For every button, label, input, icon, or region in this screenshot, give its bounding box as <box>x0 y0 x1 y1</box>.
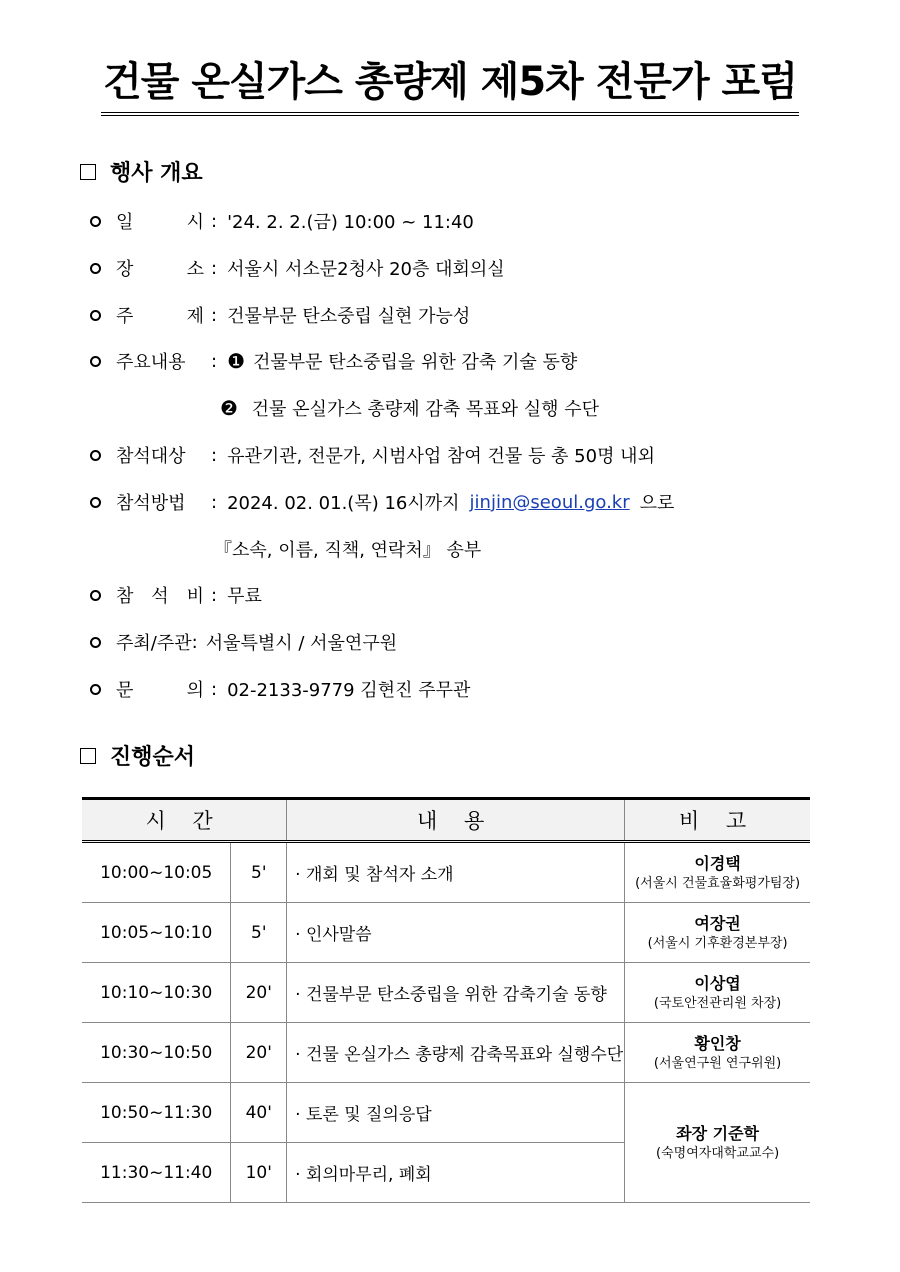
circle-bullet-icon <box>90 216 101 227</box>
header-time: 시 간 <box>82 799 287 842</box>
email-link[interactable]: jinjin@seoul.go.kr <box>469 491 630 513</box>
header-note: 비 고 <box>625 799 810 842</box>
colon: : <box>211 491 218 513</box>
item-label: 주최/주관 <box>116 633 192 654</box>
row-time: 10:30~10:50 <box>82 1023 231 1083</box>
row-content: · 토론 및 질의응답 <box>287 1083 625 1143</box>
row-time: 10:00~10:05 <box>82 842 231 903</box>
item-value: 유관기관, 전문가, 시범사업 참여 건물 등 총 50명 내외 <box>227 446 655 467</box>
note-org: (숙명여자대학교교수) <box>656 1145 780 1161</box>
row-content: · 개회 및 참석자 소개 <box>287 842 625 903</box>
item-label: 주 제 <box>116 306 204 327</box>
table-row <box>82 963 810 1023</box>
row-duration: 5' <box>231 842 287 903</box>
circle-bullet-icon <box>90 637 101 648</box>
colon: : <box>211 210 218 232</box>
circle-bullet-icon <box>90 497 101 508</box>
circle-bullet-icon <box>90 263 101 274</box>
checkbox-icon <box>80 748 96 764</box>
overview-item-main-content-2 <box>220 395 599 421</box>
overview-item-fee <box>90 582 262 608</box>
colon: : <box>211 444 218 466</box>
header-content: 내 용 <box>287 799 625 842</box>
overview-item-contact <box>90 676 470 702</box>
table-row <box>82 1023 810 1083</box>
note-name: 이상엽 <box>694 973 741 993</box>
item-value: 서울시 서소문2청사 20층 대회의실 <box>227 259 505 280</box>
row-time: 11:30~11:40 <box>82 1143 231 1203</box>
page-title: 건물 온실가스 총량제 제5차 전문가 포럼 <box>101 58 799 116</box>
overview-item-registration-2 <box>214 536 481 562</box>
row-note <box>625 903 810 963</box>
item-value: 건물부문 탄소중립을 위한 감축 기술 동향 <box>253 352 578 373</box>
row-content: · 인사말씀 <box>287 903 625 963</box>
note-org: (서울연구원 연구위원) <box>653 1055 782 1071</box>
item-value: 서울특별시 / 서울연구원 <box>205 633 398 654</box>
row-content: · 회의마무리, 폐회 <box>287 1143 625 1203</box>
colon: : <box>211 350 218 372</box>
circle-bullet-icon <box>90 450 101 461</box>
item-value: 건물 온실가스 총량제 감축 목표와 실행 수단 <box>251 399 599 420</box>
overview-item-registration <box>90 489 674 515</box>
item-value: 『소속, 이름, 직책, 연락처』 송부 <box>214 540 482 561</box>
note-org: (서울시 건물효율화평가팀장) <box>635 875 801 891</box>
overview-item-datetime <box>90 208 474 234</box>
overview-item-main-content <box>90 348 577 374</box>
table-row <box>82 1083 810 1143</box>
row-note <box>625 1083 810 1203</box>
circle-bullet-icon <box>90 590 101 601</box>
row-duration: 10' <box>231 1143 287 1203</box>
item-value: 으로 <box>639 493 675 514</box>
row-note <box>625 1023 810 1083</box>
table-row <box>82 842 810 903</box>
colon: : <box>191 631 198 653</box>
item-value: 2024. 02. 01.(목) 16시까지 <box>227 493 460 514</box>
row-time: 10:50~11:30 <box>82 1083 231 1143</box>
item-label: 주요내용 <box>116 352 186 373</box>
row-note <box>625 842 810 903</box>
overview-item-host <box>90 629 397 655</box>
section-overview-title: 행사 개요 <box>110 161 203 186</box>
row-note <box>625 963 810 1023</box>
item-label: 문 의 <box>116 680 204 701</box>
number-one-icon: ❶ <box>227 349 246 373</box>
row-time: 10:05~10:10 <box>82 903 231 963</box>
section-schedule-heading <box>80 740 195 771</box>
item-value: 02-2133-9779 김현진 주무관 <box>227 680 471 701</box>
checkbox-icon <box>80 164 96 180</box>
item-label: 참 석 비 <box>116 586 204 607</box>
item-label: 일 시 <box>116 212 204 233</box>
item-label: 참석대상 <box>116 446 186 467</box>
title-wrap <box>0 58 900 116</box>
note-org: (국토안전관리원 차장) <box>653 995 782 1011</box>
table-header-row <box>82 799 810 842</box>
note-name: 여장권 <box>694 913 741 933</box>
row-time: 10:10~10:30 <box>82 963 231 1023</box>
note-name: 이경택 <box>694 853 741 873</box>
row-content: · 건물 온실가스 총량제 감축목표와 실행수단 <box>287 1023 625 1083</box>
overview-item-venue <box>90 255 505 281</box>
item-value: 건물부문 탄소중립 실현 가능성 <box>227 306 471 327</box>
row-duration: 20' <box>231 963 287 1023</box>
item-label: 장 소 <box>116 259 204 280</box>
number-two-icon: ❷ <box>220 396 238 420</box>
item-value: 무료 <box>227 586 262 607</box>
circle-bullet-icon <box>90 356 101 367</box>
circle-bullet-icon <box>90 310 101 321</box>
row-duration: 5' <box>231 903 287 963</box>
schedule-table <box>82 797 810 1203</box>
row-duration: 20' <box>231 1023 287 1083</box>
item-label: 참석방법 <box>116 493 186 514</box>
circle-bullet-icon <box>90 684 101 695</box>
row-duration: 40' <box>231 1083 287 1143</box>
colon: : <box>211 257 218 279</box>
note-name: 황인창 <box>694 1033 741 1053</box>
section-overview-heading <box>80 156 203 187</box>
colon: : <box>211 678 218 700</box>
overview-item-topic <box>90 302 470 328</box>
colon: : <box>211 304 218 326</box>
row-content: · 건물부문 탄소중립을 위한 감축기술 동향 <box>287 963 625 1023</box>
overview-item-attendees <box>90 442 655 468</box>
section-schedule-title: 진행순서 <box>110 745 196 770</box>
note-name: 좌장 기준학 <box>676 1123 760 1143</box>
note-org: (서울시 기후환경본부장) <box>647 935 788 951</box>
colon: : <box>211 584 218 606</box>
item-value: '24. 2. 2.(금) 10:00 ~ 11:40 <box>227 212 474 233</box>
table-row <box>82 903 810 963</box>
